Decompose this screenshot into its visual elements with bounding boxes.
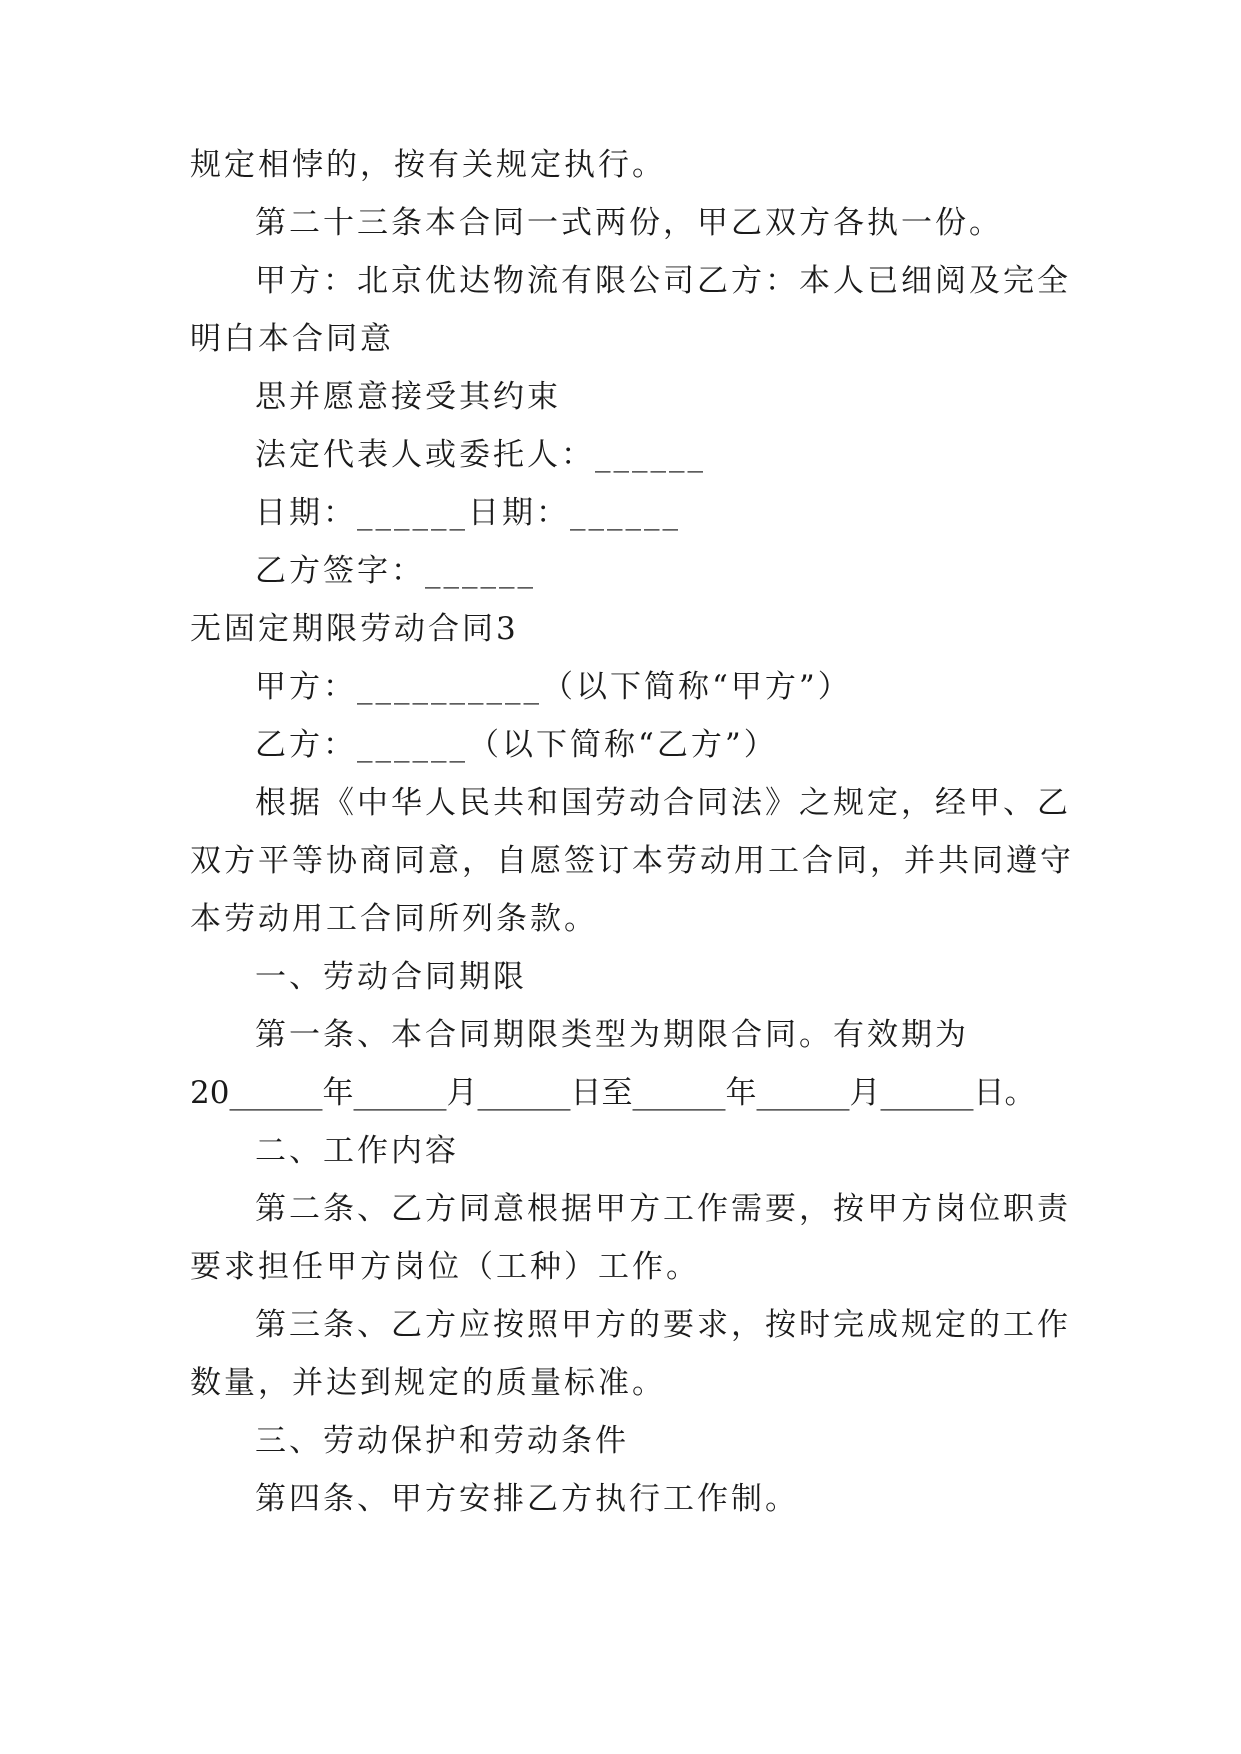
party-b-line: 乙方：______（以下简称“乙方”）: [255, 727, 778, 763]
text-line: 明白本合同意: [190, 321, 394, 357]
party-a-line: 甲方：__________（以下简称“甲方”）: [255, 669, 852, 705]
text-line: 要求担任甲方岗位（工种）工作。: [190, 1249, 700, 1285]
signature-party-b-line: 乙方签字：______: [255, 553, 536, 589]
text-line: 双方平等协商同意，自愿签订本劳动用工合同，并共同遵守: [190, 843, 1074, 879]
contract-term-line: 20______年______月______日至______年______月______日。: [190, 1075, 1036, 1111]
text-line: 甲方：北京优达物流有限公司乙方：本人已细阅及完全: [255, 263, 1071, 299]
text-line: 第四条、甲方安排乙方执行工作制。: [255, 1481, 799, 1517]
signature-date-line: 日期：______日期：______: [255, 495, 681, 531]
text-line: 数量，并达到规定的质量标准。: [190, 1365, 666, 1401]
section-heading: 三、劳动保护和劳动条件: [255, 1423, 629, 1459]
contract-title: 无固定期限劳动合同3: [190, 611, 519, 647]
signature-representative-line: 法定代表人或委托人：______: [255, 437, 706, 473]
text-line: 第二十三条本合同一式两份，甲乙双方各执一份。: [255, 205, 1003, 241]
text-line: 本劳动用工合同所列条款。: [190, 901, 598, 937]
section-heading: 二、工作内容: [255, 1133, 459, 1169]
text-line: 规定相悖的，按有关规定执行。: [190, 147, 666, 183]
text-line: 第三条、乙方应按照甲方的要求，按时完成规定的工作: [255, 1307, 1071, 1343]
text-line: 第一条、本合同期限类型为期限合同。有效期为: [255, 1017, 969, 1053]
text-line: 第二条、乙方同意根据甲方工作需要，按甲方岗位职责: [255, 1191, 1071, 1227]
section-heading: 一、劳动合同期限: [255, 959, 527, 995]
text-line: 根据《中华人民共和国劳动合同法》之规定，经甲、乙: [255, 785, 1071, 821]
text-line: 思并愿意接受其约束: [255, 379, 561, 415]
